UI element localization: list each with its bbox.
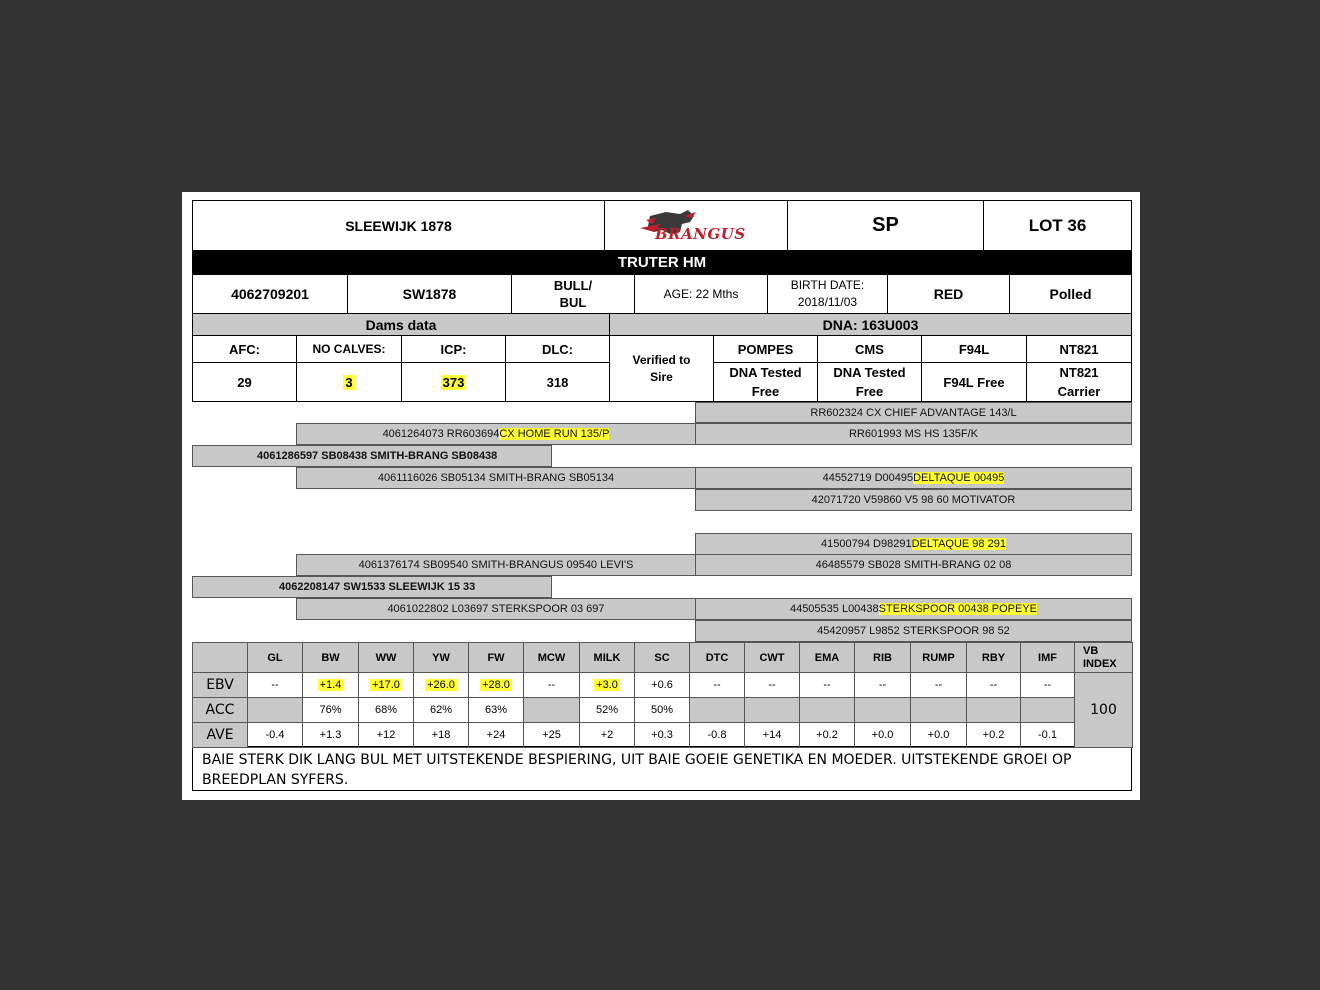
nt821-result: NT821 Carrier <box>1026 362 1132 402</box>
trait-header-mcw: MCW <box>523 642 580 673</box>
ebv-value: -- <box>271 679 279 691</box>
trait-header-imf: IMF <box>1020 642 1075 673</box>
pompes-header: POMPES <box>713 335 818 363</box>
age-label: AGE: 22 Mths <box>634 274 768 314</box>
ebv-cell <box>247 697 303 723</box>
cms-header: CMS <box>817 335 922 363</box>
ebv-cell <box>689 722 745 748</box>
ebv-value: +3.0 <box>596 679 618 691</box>
ebv-cell <box>799 722 855 748</box>
nt821-header: NT821 <box>1026 335 1132 363</box>
ebv-cell <box>358 697 414 723</box>
ebv-value: -- <box>934 679 943 691</box>
ebv-value: 50% <box>650 704 674 716</box>
ebv-value: +1.3 <box>319 729 342 741</box>
ebv-corner <box>192 642 248 673</box>
pompes-result: DNA Tested Free <box>713 362 818 402</box>
trait-header-cwt: CWT <box>744 642 800 673</box>
ebv-cell <box>302 722 359 748</box>
afc-header: AFC: <box>192 335 297 363</box>
lot-label: LOT 36 <box>983 200 1132 251</box>
dam-dam-dam: 45420957 L9852 STERKSPOOR 98 52 <box>695 620 1132 642</box>
ebv-cell <box>468 672 524 698</box>
ebv-cell <box>854 672 911 698</box>
dams-data-title: Dams data <box>192 313 610 336</box>
afc-value: 29 <box>192 362 297 402</box>
ebv-value: 63% <box>484 704 508 716</box>
ebv-cell <box>413 672 469 698</box>
ebv-value: +17.0 <box>372 679 400 691</box>
ebv-cell <box>302 672 359 698</box>
ebv-cell <box>1020 722 1075 748</box>
ebv-cell <box>744 697 800 723</box>
ebv-cell <box>799 697 855 723</box>
ebv-cell <box>358 672 414 698</box>
horn-status: Polled <box>1009 274 1132 314</box>
tag-number: SW1878 <box>347 274 512 314</box>
trait-header-ema: EMA <box>799 642 855 673</box>
sire-dam-dam: 42071720 V59860 V5 98 60 MOTIVATOR <box>695 489 1132 511</box>
sire: 4061286597 SB08438 SMITH-BRANG SB08438 <box>192 445 552 467</box>
birth-date-value: 2018/11/03 <box>797 295 858 309</box>
dlc-header: DLC: <box>505 335 610 363</box>
sex-label: BULL/ BUL <box>511 274 635 314</box>
sale-card <box>182 192 1140 800</box>
trait-header-gl: GL <box>247 642 303 673</box>
ebv-value: +0.6 <box>651 679 673 691</box>
trait-header-ww: WW <box>358 642 414 673</box>
ebv-cell <box>413 697 469 723</box>
ebv-value: +28.0 <box>482 679 510 691</box>
f94l-header: F94L <box>921 335 1027 363</box>
ebv-value: +2 <box>600 729 614 741</box>
dlc-value: 318 <box>505 362 610 402</box>
ebv-cell <box>579 722 635 748</box>
sire-sire: 4061264073 RR603694 CX HOME RUN 135/P <box>296 423 696 445</box>
ebv-value: +0.0 <box>927 729 950 741</box>
vb-index-header: VB INDEX <box>1074 642 1133 673</box>
ebv-value: +0.0 <box>871 729 894 741</box>
no-calves-cell <box>296 362 402 402</box>
ebv-cell <box>910 722 967 748</box>
brangus-logo <box>604 200 788 251</box>
ebv-cell <box>854 722 911 748</box>
ebv-cell <box>799 672 855 698</box>
ebv-value: -- <box>1043 679 1052 691</box>
ebv-cell <box>358 722 414 748</box>
ebv-value: +24 <box>486 729 506 741</box>
ebv-cell <box>634 672 690 698</box>
dam-dam-sire: 44505535 L00438 STERKSPOOR 00438 POPEYE <box>695 598 1132 620</box>
ebv-value: 52% <box>595 704 619 716</box>
ebv-value: -- <box>713 679 721 691</box>
ebv-value: 68% <box>374 704 398 716</box>
ebv-value: +14 <box>762 729 782 741</box>
ebv-cell <box>966 697 1021 723</box>
row-label-acc: ACC <box>192 697 248 723</box>
ebv-value: +0.3 <box>651 729 673 741</box>
ebv-value: -0.8 <box>707 729 727 741</box>
animal-name: TRUTER HM <box>192 250 1132 275</box>
birth-date-cell <box>767 274 888 314</box>
ebv-value: -- <box>823 679 831 691</box>
dam-dam: 4061022802 L03697 STERKSPOOR 03 697 <box>296 598 696 620</box>
code-label: SP <box>787 200 984 251</box>
ebv-value: -- <box>768 679 776 691</box>
ebv-cell <box>1020 697 1075 723</box>
ebv-value: +0.2 <box>982 729 1005 741</box>
ebv-cell <box>689 672 745 698</box>
sire-sire-sire: RR602324 CX CHIEF ADVANTAGE 143/L <box>695 402 1132 423</box>
colour-label: RED <box>887 274 1010 314</box>
comment-text: BAIE STERK DIK LANG BUL MET UITSTEKENDE BESPIERING, UIT BAIE GOEIE GENETIKA EN MOEDER. UITSTEKENDE GROEI OP BREEDPLAN SYFERS. <box>192 746 1132 791</box>
ebv-cell <box>523 722 580 748</box>
ebv-cell <box>579 697 635 723</box>
trait-header-milk: MILK <box>579 642 635 673</box>
row-label-ebv: EBV <box>192 672 248 698</box>
farm-name: SLEEWIJK 1878 <box>192 200 605 251</box>
verified-to-sire: Verified to Sire <box>609 335 714 402</box>
dna-title: DNA: 163U003 <box>609 313 1132 336</box>
icp-value: 373 <box>442 374 465 390</box>
ebv-value: +25 <box>542 729 561 741</box>
ebv-value: -0.4 <box>265 729 285 741</box>
no-calves-header: NO CALVES: <box>296 335 402 363</box>
ebv-value: +0.2 <box>816 729 838 741</box>
ebv-cell <box>523 672 580 698</box>
ebv-cell <box>468 722 524 748</box>
ebv-value: -0.1 <box>1038 729 1057 741</box>
ebv-cell <box>966 672 1021 698</box>
ebv-cell <box>302 697 359 723</box>
dam-sire-dam: 46485579 SB028 SMITH-BRANG 02 08 <box>695 554 1132 576</box>
row-label-ave: AVE <box>192 722 248 748</box>
brand-text: BRANGUS <box>655 225 746 243</box>
vb-index-value: 100 <box>1074 672 1133 748</box>
sire-dam-sire: 44552719 D00495 DELTAQUE 00495 <box>695 467 1132 489</box>
ebv-cell <box>579 672 635 698</box>
ebv-cell <box>744 722 800 748</box>
trait-header-rby: RBY <box>966 642 1021 673</box>
ebv-value: +26.0 <box>427 679 455 691</box>
ebv-value: 76% <box>319 704 342 716</box>
sire-sire-dam: RR601993 MS HS 135F/K <box>695 423 1132 445</box>
icp-cell <box>401 362 506 402</box>
ebv-cell <box>247 672 303 698</box>
ebv-cell <box>523 697 580 723</box>
ebv-value: +1.4 <box>319 679 342 691</box>
ebv-cell <box>634 722 690 748</box>
trait-header-dtc: DTC <box>689 642 745 673</box>
ebv-cell <box>468 697 524 723</box>
ebv-value: +12 <box>376 729 396 741</box>
trait-header-rib: RIB <box>854 642 911 673</box>
ebv-value: -- <box>547 679 556 691</box>
cms-result: DNA Tested Free <box>817 362 922 402</box>
dam-sire-sire: 41500794 D98291 DELTAQUE 98 291 <box>695 533 1132 555</box>
ebv-cell <box>1020 672 1075 698</box>
ebv-cell <box>247 722 303 748</box>
trait-header-rump: RUMP <box>910 642 967 673</box>
ebv-cell <box>854 697 911 723</box>
dam: 4062208147 SW1533 SLEEWIJK 15 33 <box>192 576 552 598</box>
ebv-cell <box>744 672 800 698</box>
trait-header-sc: SC <box>634 642 690 673</box>
ebv-value: -- <box>989 679 998 691</box>
sire-dam: 4061116026 SB05134 SMITH-BRANG SB05134 <box>296 467 696 489</box>
ebv-value: 62% <box>429 704 453 716</box>
ebv-cell <box>689 697 745 723</box>
f94l-result: F94L Free <box>921 362 1027 402</box>
trait-header-fw: FW <box>468 642 524 673</box>
registration-number: 4062709201 <box>192 274 348 314</box>
trait-header-bw: BW <box>302 642 359 673</box>
ebv-value: +18 <box>431 729 451 741</box>
ebv-cell <box>910 697 967 723</box>
ebv-cell <box>910 672 967 698</box>
ebv-cell <box>413 722 469 748</box>
birth-date-label: BIRTH DATE: <box>790 278 865 292</box>
no-calves-value: 3 <box>345 374 353 390</box>
ebv-cell <box>634 697 690 723</box>
icp-header: ICP: <box>401 335 506 363</box>
trait-header-yw: YW <box>413 642 469 673</box>
ebv-value: -- <box>878 679 887 691</box>
ebv-cell <box>966 722 1021 748</box>
dam-sire: 4061376174 SB09540 SMITH-BRANGUS 09540 LEVI'S <box>296 554 696 576</box>
